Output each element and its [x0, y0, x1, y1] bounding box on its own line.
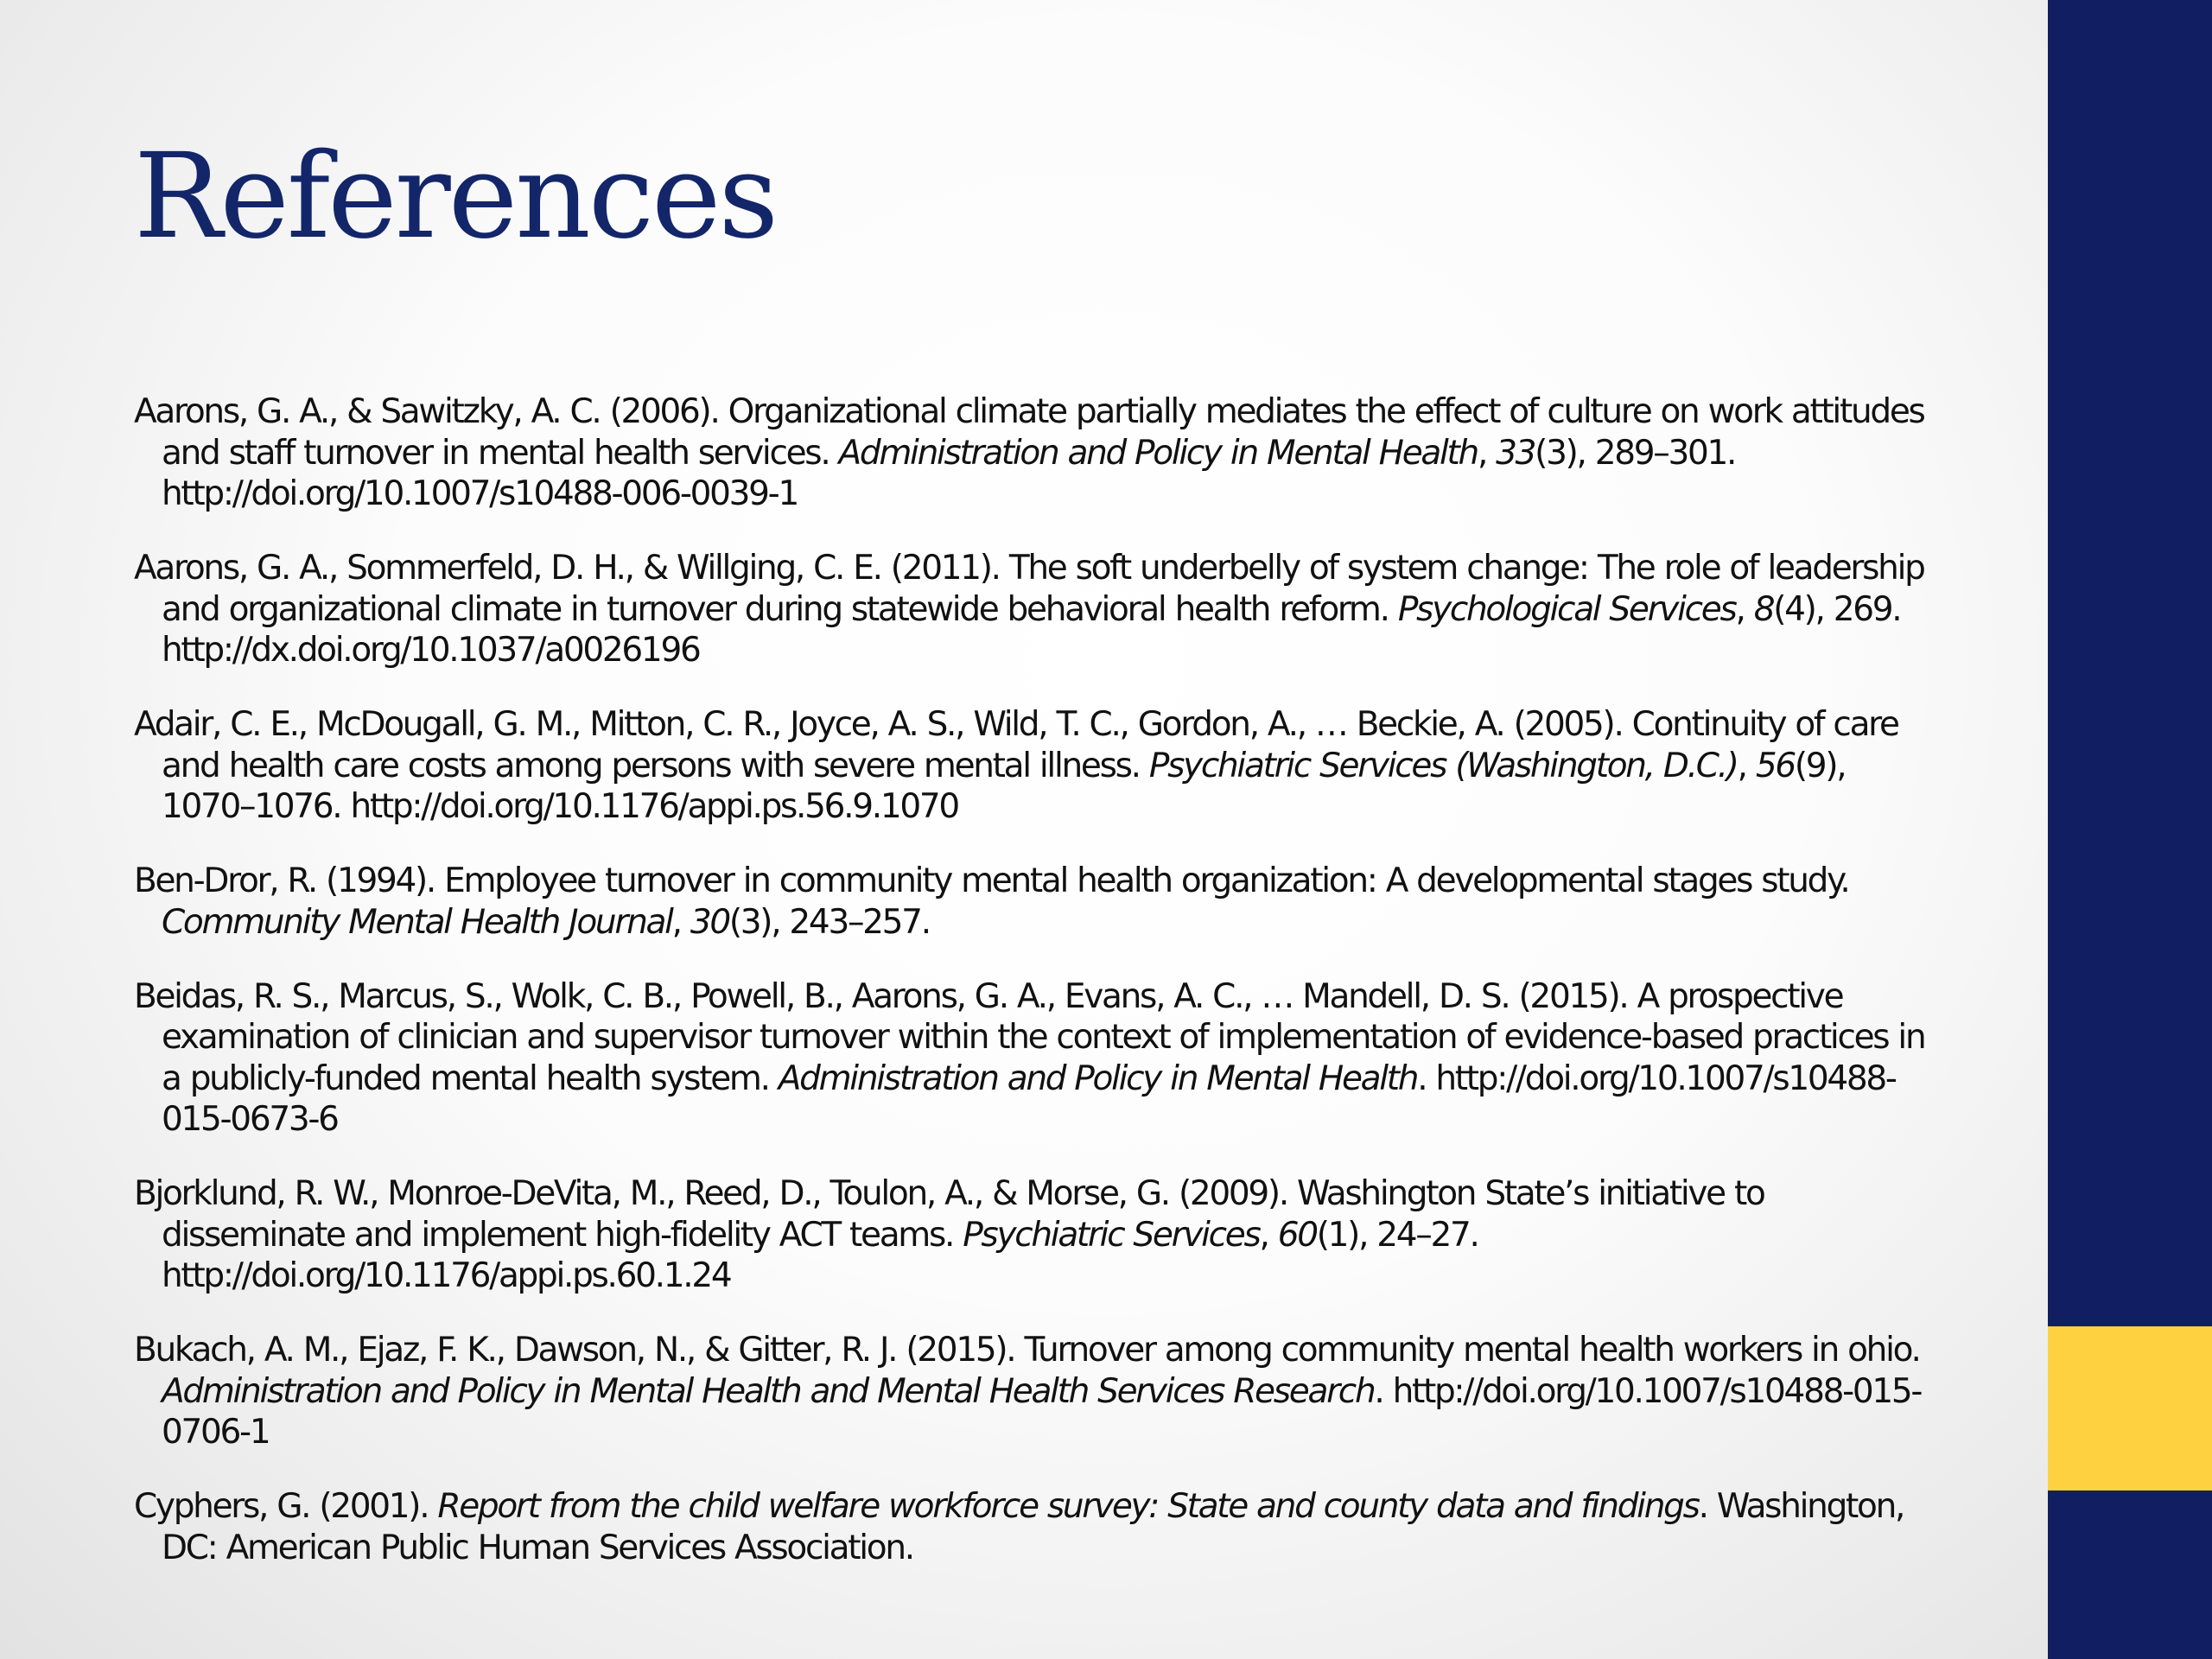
reference-volume: 30 [690, 902, 729, 942]
reference-separator: , [1477, 433, 1497, 473]
reference-text: Cyphers, G. (2001). [134, 1487, 438, 1526]
reference-journal: Psychological Services [1397, 589, 1736, 629]
reference-journal: Report from the child welfare workforce survey: State and county data and findings [437, 1487, 1699, 1526]
reference-text: Ben-Dror, R. (1994). Employee turnover in community mental health organization: A developmental stages study. [134, 861, 1849, 900]
reference-item [134, 1330, 1940, 1453]
reference-details: (3), 243–257. [728, 902, 930, 942]
reference-item [134, 391, 1940, 515]
reference-separator: , [1259, 1215, 1278, 1255]
reference-journal: Psychiatric Services (Washington, D.C.) [1148, 746, 1738, 785]
reference-details: (9), 1070–1076. http://doi.org/10.1176/appi.ps.56.9.1070 [162, 746, 1846, 826]
reference-text: Bjorklund, R. W., Monroe-DeVita, M., Reed, D., Toulon, A., & Morse, G. (2009). Washington State’s initiative to disseminate and implement high-fidelity ACT teams. [134, 1174, 1764, 1255]
reference-text: Bukach, A. M., Ejaz, F. K., Dawson, N., & Gitter, R. J. (2015). Turnover among community mental health workers in ohio. [134, 1331, 1920, 1370]
reference-text: Aarons, G. A., Sommerfeld, D. H., & Willging, C. E. (2011). The soft underbelly of system change: The role of leadership and organizational climate in turnover during statewide behavioral health reform. [134, 549, 1924, 629]
reference-item [134, 1173, 1940, 1297]
reference-journal: Psychiatric Services [963, 1215, 1260, 1255]
reference-separator: , [1735, 589, 1754, 629]
slide-title: References [134, 129, 777, 265]
reference-details: (1), 24–27. http://doi.org/10.1176/appi.ps.60.1.24 [162, 1215, 1478, 1295]
reference-item [134, 548, 1940, 671]
reference-journal: Administration and Policy in Mental Health [838, 433, 1478, 473]
reference-volume: 60 [1277, 1215, 1317, 1255]
reference-list [134, 391, 1940, 1602]
reference-text: Beidas, R. S., Marcus, S., Wolk, C. B., Powell, B., Aarons, G. A., Evans, A. C., … Mandell, D. S. (2015). A prospective examination of clinician and supervisor turnover within the context of implementation of evidence-based practices in a publicly-funded mental health system. [134, 976, 1925, 1098]
reference-item [134, 861, 1940, 943]
reference-text: Adair, C. E., McDougall, G. M., Mitton, C. R., Joyce, A. S., Wild, T. C., Gordon, A., … Beckie, A. (2005). Continuity of care and health care costs among persons with severe mental illness. [134, 705, 1898, 785]
reference-volume: 33 [1496, 433, 1535, 473]
reference-item [134, 976, 1940, 1141]
reference-text: Aarons, G. A., & Sawitzky, A. C. (2006). Organizational climate partially mediates the effect of culture on work attitudes and staff turnover in mental health services. [134, 392, 1924, 473]
reference-separator: , [1737, 746, 1756, 785]
reference-details: . Washington, DC: American Public Human Services Association. [162, 1487, 1904, 1567]
reference-details: . http://doi.org/10.1007/s10488-015-0706-1 [162, 1371, 1922, 1452]
sidebar-accent-block [2048, 1326, 2212, 1491]
reference-item [134, 1486, 1940, 1568]
reference-volume: 8 [1753, 589, 1774, 629]
reference-item [134, 704, 1940, 828]
reference-details: (4), 269. http://dx.doi.org/10.1037/a0026196 [162, 589, 1901, 670]
reference-separator: , [671, 902, 690, 942]
reference-details: . http://doi.org/10.1007/s10488-015-0673-6 [162, 1058, 1896, 1139]
reference-journal: Administration and Policy in Mental Health [778, 1058, 1418, 1098]
reference-details: (3), 289–301. http://doi.org/10.1007/s10488-006-0039-1 [162, 433, 1736, 513]
sidebar-decoration [2048, 0, 2212, 1659]
reference-journal: Community Mental Health Journal [162, 902, 672, 942]
reference-volume: 56 [1755, 746, 1795, 785]
reference-journal: Administration and Policy in Mental Health and Mental Health Services Research [162, 1371, 1375, 1411]
